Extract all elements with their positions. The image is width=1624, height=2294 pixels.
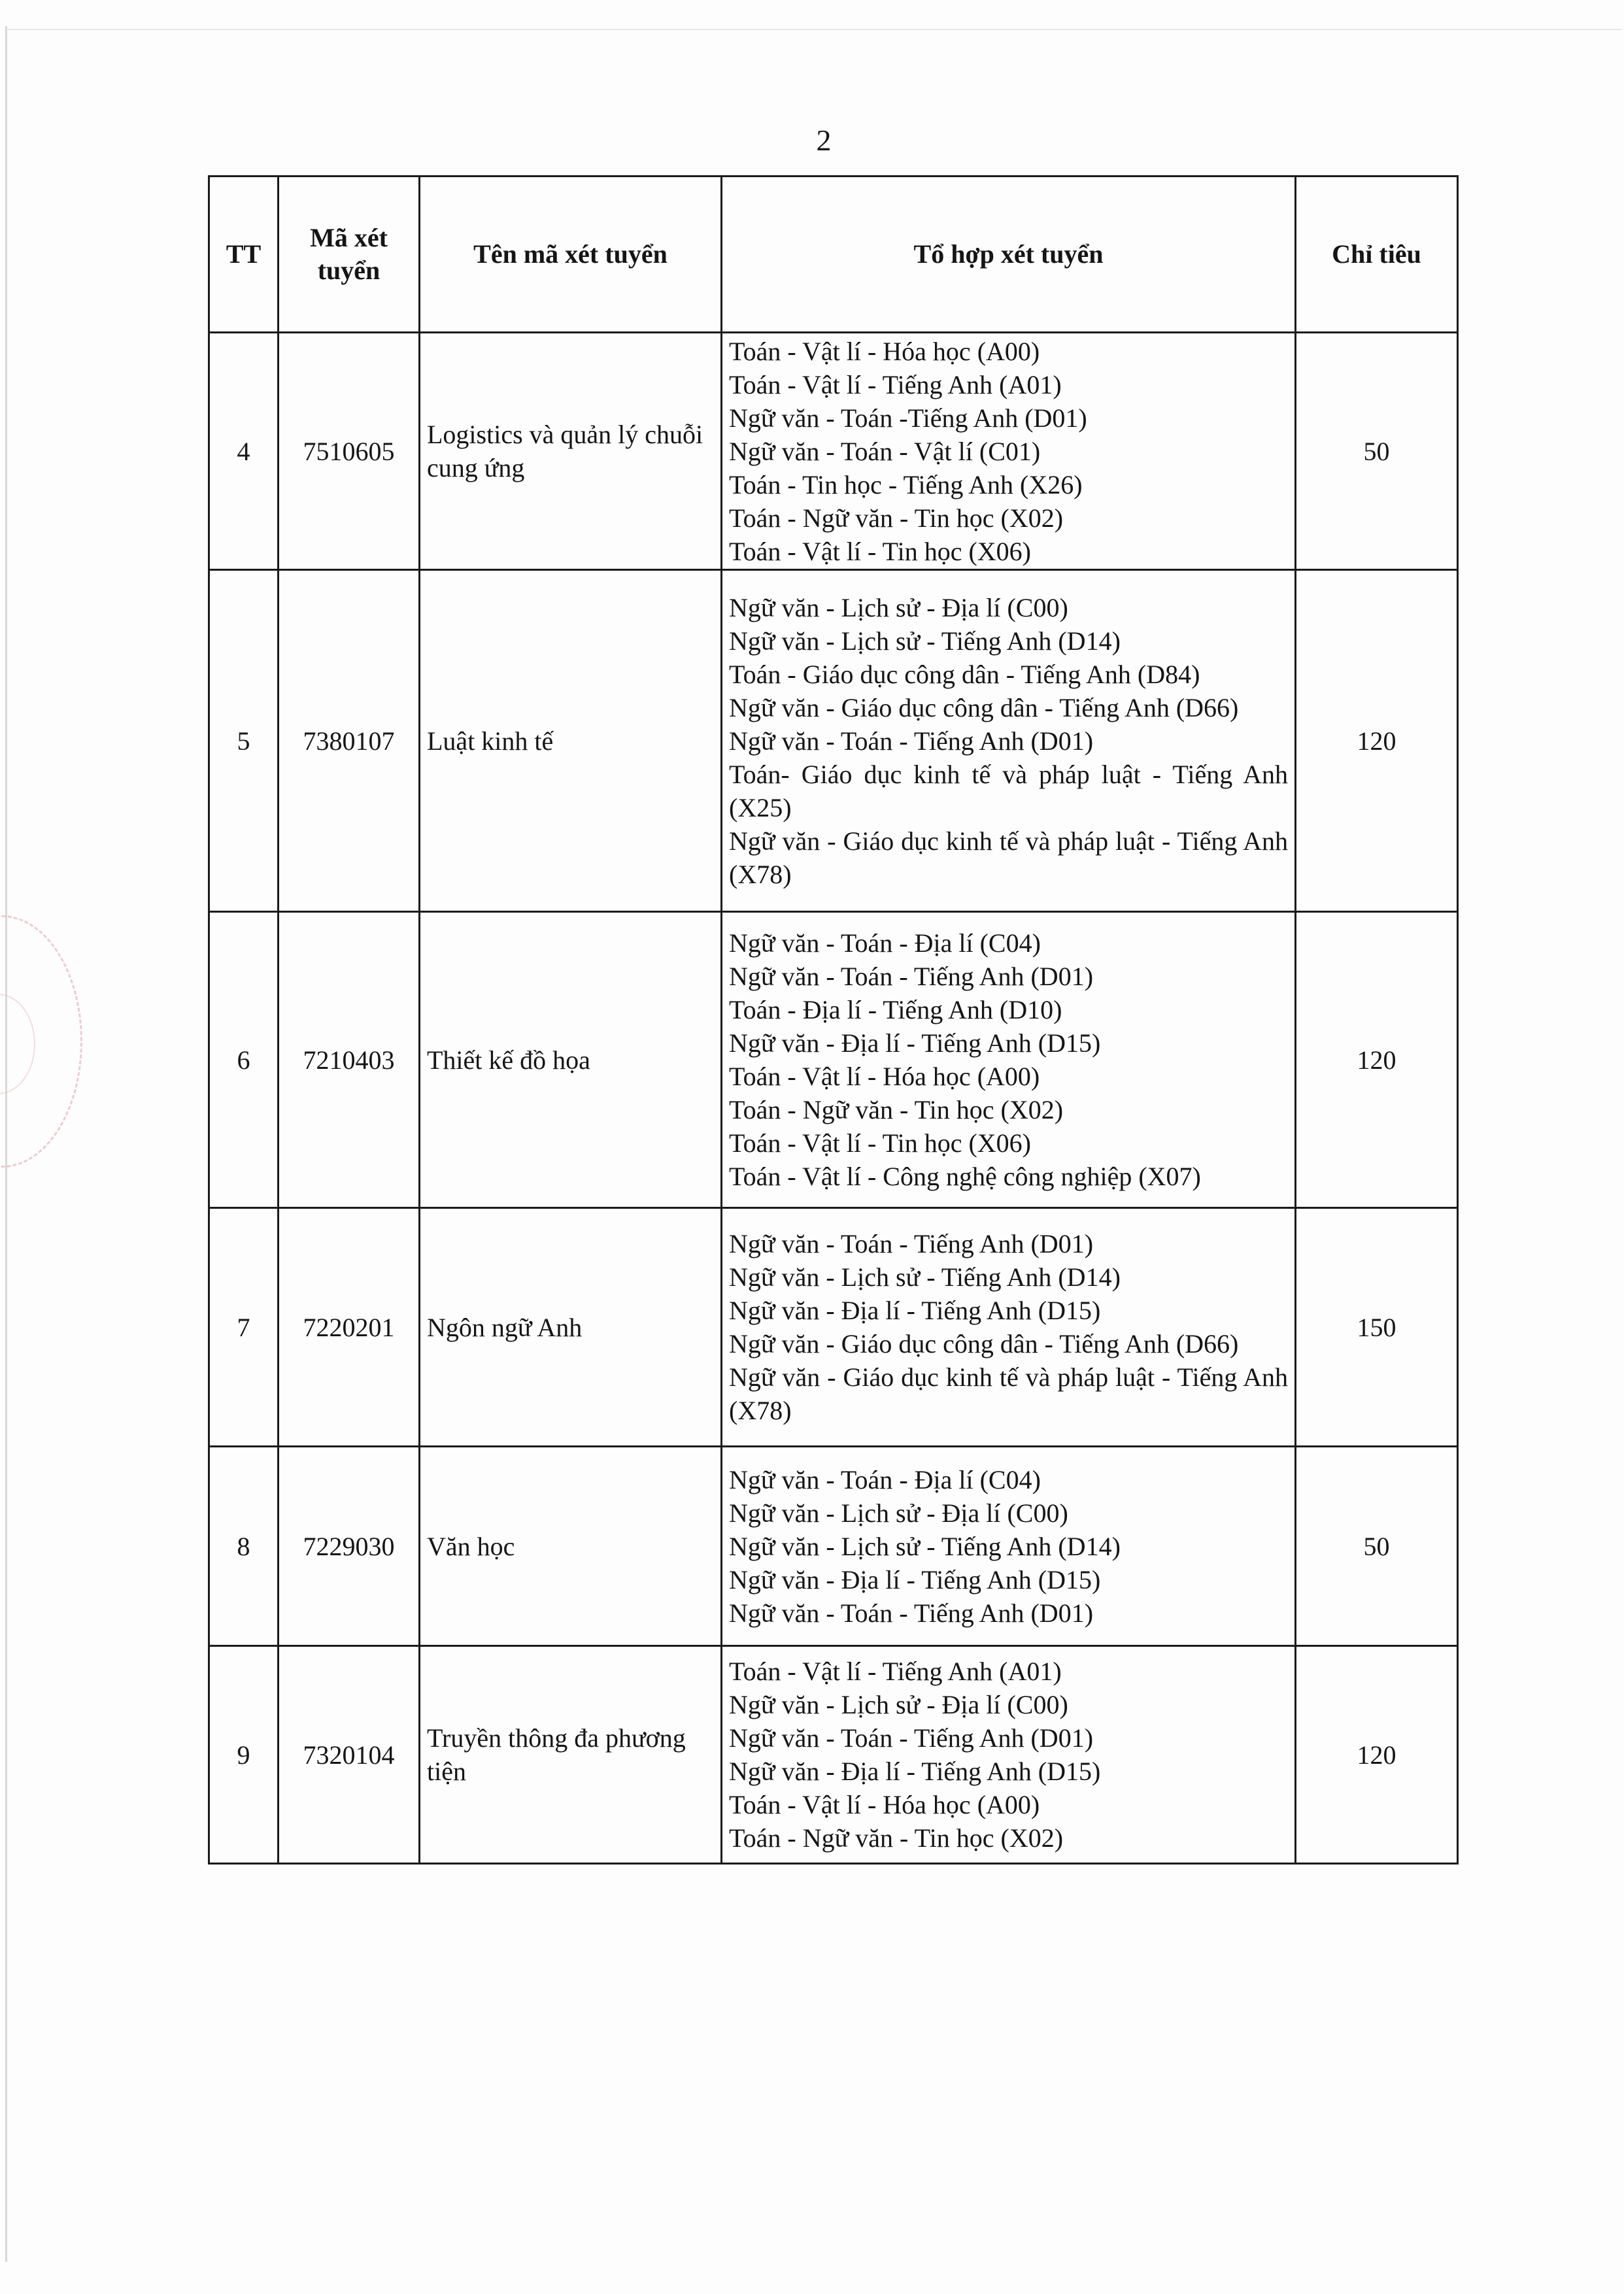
combination-item: Toán- Giáo dục kinh tế và pháp luật - Tiếng Anh (X25)	[729, 759, 1288, 822]
row-quota: 150	[1296, 1208, 1458, 1447]
row-combinations	[722, 1646, 1296, 1864]
row-quota: 120	[1296, 570, 1458, 912]
combination-item: Ngữ văn - Địa lí - Tiếng Anh (D15)	[729, 1757, 1101, 1786]
combination-item: Toán - Vật lí - Tiếng Anh (A01)	[729, 369, 1062, 399]
row-code: 7210403	[279, 912, 420, 1208]
row-code: 7380107	[279, 570, 420, 912]
row-name: Ngôn ngữ Anh	[420, 1208, 722, 1447]
combination-item: Ngữ văn - Lịch sử - Địa lí (C00)	[729, 1690, 1068, 1719]
combination-item: Ngữ văn - Toán - Địa lí (C04)	[729, 928, 1041, 958]
combination-item: Toán - Vật lí - Hóa học (A00)	[729, 1062, 1040, 1091]
table-header-row	[209, 177, 1458, 333]
combination-item: Ngữ văn - Toán - Tiếng Anh (D01)	[729, 1598, 1094, 1628]
combination-item: Ngữ văn - Toán - Vật lí (C01)	[729, 436, 1041, 466]
header-combinations: Tổ hợp xét tuyển	[722, 177, 1296, 333]
combination-item: Ngữ văn - Toán - Địa lí (C04)	[729, 1464, 1041, 1494]
header-quota: Chỉ tiêu	[1296, 177, 1458, 333]
combination-item: Ngữ văn - Giáo dục công dân - Tiếng Anh (D66)	[729, 692, 1239, 722]
combination-item: Toán - Tin học - Tiếng Anh (X26)	[729, 469, 1083, 499]
combination-item: Ngữ văn - Địa lí - Tiếng Anh (D15)	[729, 1564, 1101, 1594]
row-quota: 120	[1296, 912, 1458, 1208]
table-row	[209, 1646, 1458, 1864]
table-row	[209, 1447, 1458, 1646]
row-name: Thiết kế đồ họa	[420, 912, 722, 1208]
combination-item: Ngữ văn - Toán - Tiếng Anh (D01)	[729, 962, 1094, 991]
row-tt: 6	[209, 912, 279, 1208]
row-combinations	[722, 1208, 1296, 1447]
combination-item: Ngữ văn - Lịch sử - Địa lí (C00)	[729, 1498, 1068, 1528]
row-combinations	[722, 570, 1296, 912]
row-tt: 4	[209, 333, 279, 570]
combination-item: Ngữ văn - Toán - Tiếng Anh (D01)	[729, 1229, 1094, 1258]
header-tt: TT	[209, 177, 279, 333]
row-combinations	[722, 333, 1296, 570]
row-tt: 9	[209, 1646, 279, 1864]
row-name: Truyền thông đa phương tiện	[420, 1646, 722, 1864]
combination-item: Toán - Vật lí - Hóa học (A00)	[729, 1790, 1040, 1819]
combination-item: Ngữ văn - Lịch sử - Tiếng Anh (D14)	[729, 626, 1121, 656]
combination-item: Toán - Ngữ văn - Tin học (X02)	[729, 1823, 1064, 1853]
combination-item: Ngữ văn - Toán - Tiếng Anh (D01)	[729, 1723, 1094, 1753]
row-code: 7229030	[279, 1447, 420, 1646]
combination-item: Ngữ văn - Toán - Tiếng Anh (D01)	[729, 726, 1094, 756]
combination-item: Ngữ văn - Địa lí - Tiếng Anh (D15)	[729, 1296, 1101, 1325]
combination-item: Toán - Vật lí - Tin học (X06)	[729, 536, 1031, 566]
row-code: 7220201	[279, 1208, 420, 1447]
row-code: 7510605	[279, 333, 420, 570]
row-quota: 50	[1296, 1447, 1458, 1646]
admissions-table	[208, 175, 1459, 1864]
combination-item: Toán - Vật lí - Công nghệ công nghiệp (X07)	[729, 1162, 1201, 1191]
row-name: Văn học	[420, 1447, 722, 1646]
combination-item: Toán - Giáo dục công dân - Tiếng Anh (D84)	[729, 659, 1200, 689]
scan-edge-top	[7, 29, 1621, 30]
row-combinations	[722, 1447, 1296, 1646]
row-name: Luật kinh tế	[420, 570, 722, 912]
combination-item: Ngữ văn - Toán -Tiếng Anh (D01)	[729, 403, 1087, 433]
page-number: 2	[816, 124, 832, 157]
header-name: Tên mã xét tuyển	[420, 177, 722, 333]
row-code: 7320104	[279, 1646, 420, 1864]
table-body	[209, 333, 1458, 1864]
combination-item: Toán - Ngữ văn - Tin học (X02)	[729, 503, 1064, 533]
combination-item: Ngữ văn - Lịch sử - Tiếng Anh (D14)	[729, 1262, 1121, 1292]
table-row	[209, 333, 1458, 570]
combination-item: Toán - Vật lí - Hóa học (A00)	[729, 336, 1040, 366]
combination-item: Ngữ văn - Lịch sử - Tiếng Anh (D14)	[729, 1531, 1121, 1561]
header-code: Mã xét tuyển	[279, 177, 420, 333]
row-tt: 5	[209, 570, 279, 912]
row-tt: 7	[209, 1208, 279, 1447]
row-quota: 120	[1296, 1646, 1458, 1864]
row-name: Logistics và quản lý chuỗi cung ứng	[420, 333, 722, 570]
table-row	[209, 1208, 1458, 1447]
combination-item: Toán - Vật lí - Tin học (X06)	[729, 1128, 1031, 1158]
combination-item: Ngữ văn - Giáo dục công dân - Tiếng Anh (D66)	[729, 1329, 1239, 1358]
row-combinations	[722, 912, 1296, 1208]
combination-item: Ngữ văn - Giáo dục kinh tế và pháp luật - Tiếng Anh (X78)	[729, 1362, 1288, 1425]
row-quota: 50	[1296, 333, 1458, 570]
combination-item: Ngữ văn - Lịch sử - Địa lí (C00)	[729, 592, 1068, 622]
combination-item: Ngữ văn - Giáo dục kinh tế và pháp luật - Tiếng Anh (X78)	[729, 826, 1288, 889]
table-row	[209, 912, 1458, 1208]
combination-item: Ngữ văn - Địa lí - Tiếng Anh (D15)	[729, 1028, 1101, 1058]
combination-item: Toán - Vật lí - Tiếng Anh (A01)	[729, 1657, 1062, 1686]
combination-item: Toán - Địa lí - Tiếng Anh (D10)	[729, 995, 1062, 1024]
row-tt: 8	[209, 1447, 279, 1646]
combination-item: Toán - Ngữ văn - Tin học (X02)	[729, 1095, 1064, 1124]
table-row	[209, 570, 1458, 912]
